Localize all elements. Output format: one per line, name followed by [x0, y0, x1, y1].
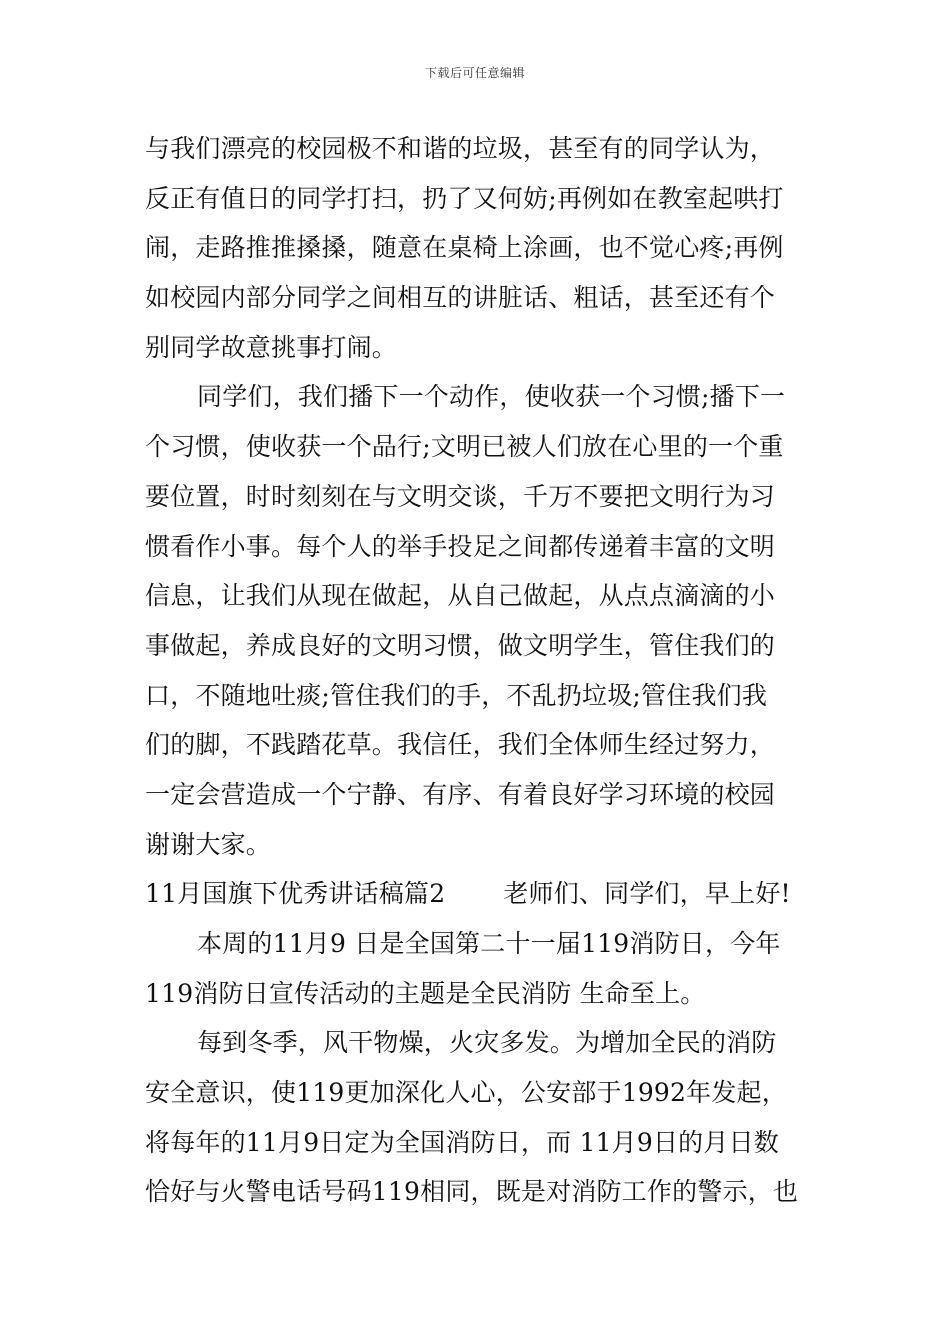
text-line: 惯看作小事。每个人的举手投足之间都传递着丰富的文明	[145, 531, 776, 561]
text-line: 事做起，养成良好的文明习惯，做文明学生，管住我们的	[145, 630, 776, 660]
paragraph-start-line: 每到冬季，风干物燥，火灾多发。为增加全民的消防	[197, 1028, 777, 1058]
text-line: 闹，走路推推搡搡，随意在桌椅上涂画，也不觉心疼;再例	[145, 233, 784, 263]
text-line: 如校园内部分同学之间相互的讲脏话、粗话，甚至还有个	[145, 283, 776, 313]
paragraph-start-line: 本周的11月9 日是全国第二十一届119消防日，今年	[197, 929, 781, 958]
page-header: 下载后可任意编辑	[424, 66, 525, 80]
text-line: 们的脚，不践踏花草。我信任，我们全体师生经过努力，	[145, 730, 776, 760]
section-heading-line	[145, 869, 807, 919]
document-body	[145, 124, 807, 1217]
text-line: 要位置，时时刻刻在与文明交谈，千万不要把文明行为习	[145, 481, 776, 511]
text-line: 将每年的11月9日定为全国消防日，而 11月9日的月日数	[145, 1127, 779, 1157]
text-line: 119消防日宣传活动的主题是全民消防 生命至上。	[145, 978, 706, 1008]
section-title: 11月国旗下优秀讲话稿篇2	[145, 879, 446, 909]
text-line: 恰好与火警电话号码119相同，既是对消防工作的警示，也	[145, 1177, 799, 1207]
greeting: 老师们、同学们，早上好!	[503, 879, 791, 909]
text-line: 谢谢大家。	[145, 829, 272, 859]
text-line: 安全意识，使119更加深化人心，公安部于1992年发起，	[145, 1078, 787, 1108]
text-line: 信息，让我们从现在做起，从自己做起，从点点滴滴的小	[145, 581, 776, 611]
text-line: 别同学故意挑事打闹。	[145, 332, 398, 362]
paragraph-start-line: 同学们，我们播下一个动作，使收获一个习惯;播下一	[197, 382, 786, 412]
text-line: 口，不随地吐痰;管住我们的手，不乱扔垃圾;管住我们我	[145, 680, 768, 710]
text-line: 一定会营造成一个宁静、有序、有着良好学习环境的校园	[145, 779, 776, 809]
text-line: 反正有值日的同学打扫，扔了又何妨;再例如在教室起哄打	[145, 183, 784, 213]
text-line: 个习惯，使收获一个品行;文明已被人们放在心里的一个重	[145, 432, 784, 462]
text-line: 与我们漂亮的校园极不和谐的垃圾，甚至有的同学认为，	[145, 134, 776, 163]
